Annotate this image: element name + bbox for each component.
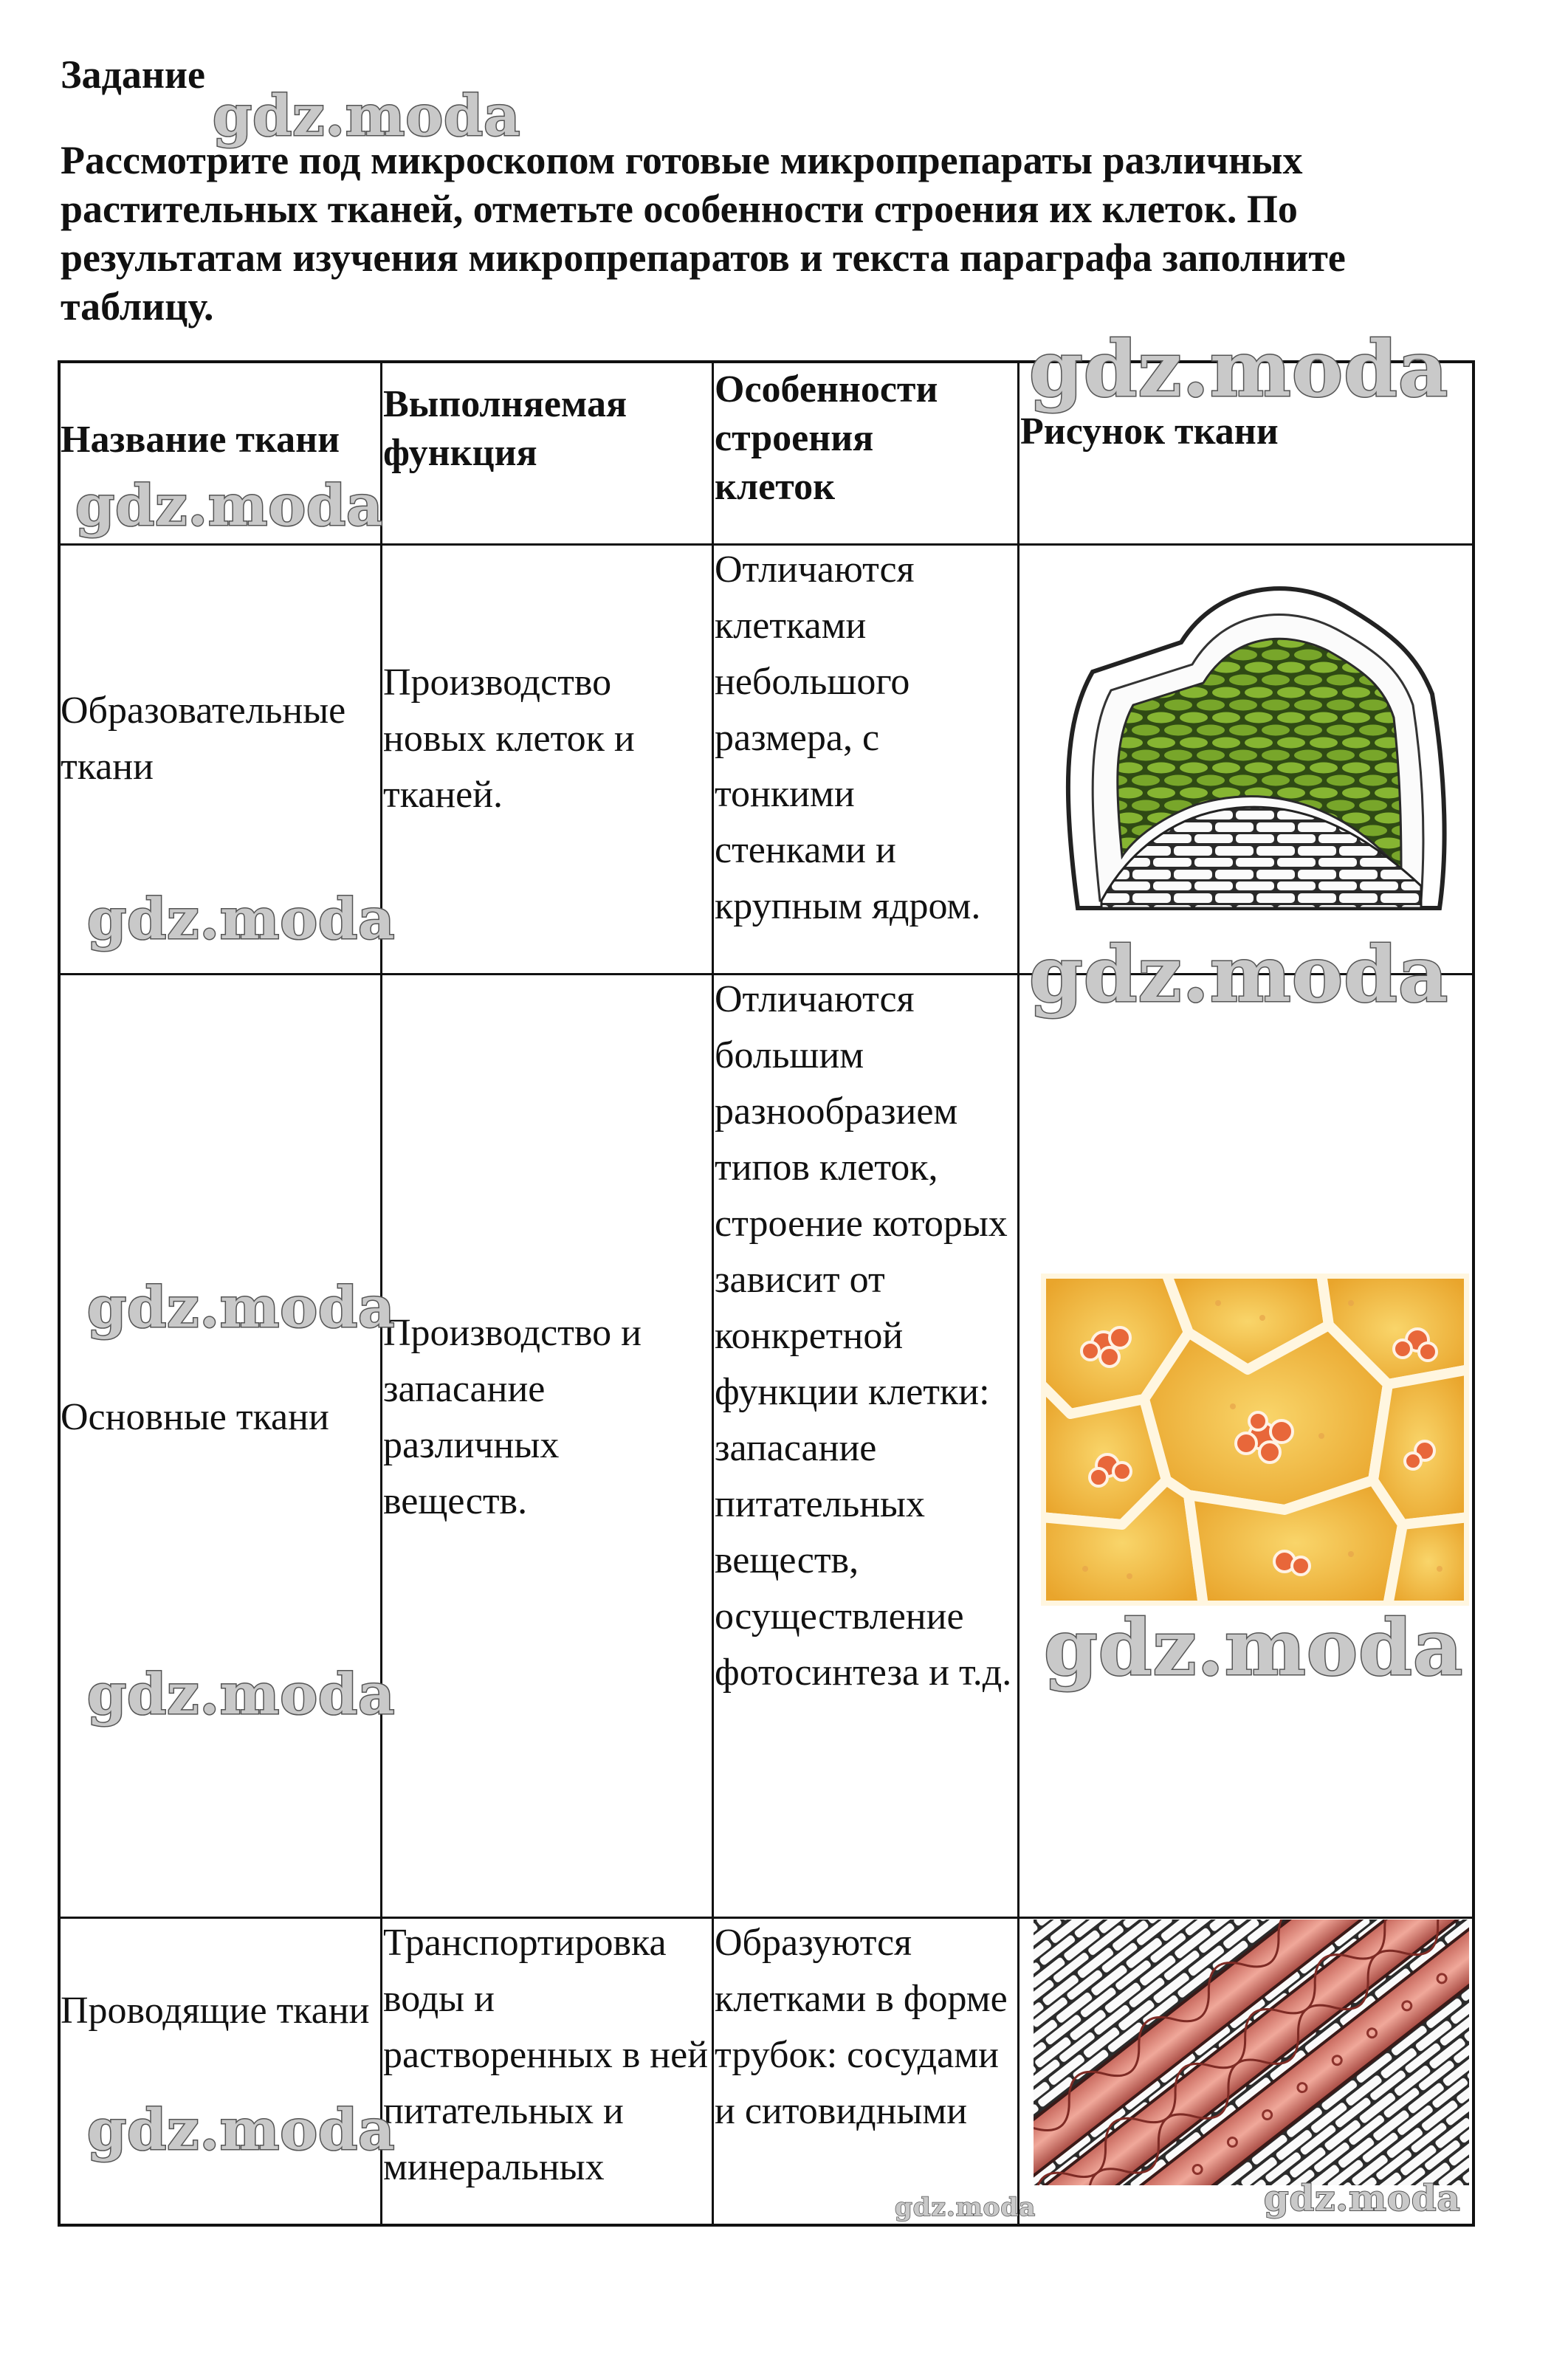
header-picture: Рисунок ткани: [1020, 410, 1279, 453]
vessel-tissue-image: [1034, 1920, 1469, 2185]
table-border-bottom: [58, 2224, 1475, 2227]
header-features: Особенности строения клеток: [715, 368, 938, 508]
header-name: Название ткани: [61, 419, 340, 461]
table-line-col3: [1017, 360, 1019, 2227]
watermark: gdz.moda: [1029, 323, 1449, 414]
watermark: gdz.moda: [1044, 1602, 1464, 1693]
row2-name: Основные ткани: [61, 1396, 329, 1438]
table-border-right: [1472, 360, 1475, 2227]
row1-features: Отличаются клетками небольшого размера, с тонкими стенками и крупным ядром.: [715, 549, 981, 927]
watermark: gdz.moda: [1029, 929, 1449, 1020]
watermark: gdz.moda: [1264, 2178, 1461, 2219]
watermark: gdz.moda: [87, 886, 396, 952]
watermark: gdz.moda: [895, 2193, 1036, 2222]
row2-function: Производство и запасание различных веществ.: [383, 1312, 642, 1522]
row3-function: Транспортировка воды и растворенных в ней питательных и минеральных: [383, 1922, 709, 2188]
row2-features: Отличаются большим разнообразием типов клеток, строение которых зависит от конкретной функции клетки: запасание питательных веществ, осуществление фотосинтеза и т.д.: [715, 978, 1012, 1694]
meristem-tissue-image: [1048, 561, 1462, 930]
parenchyma-tissue-image: [1041, 1274, 1469, 1606]
row1-name: Образовательные ткани: [61, 690, 346, 788]
row3-features: Образуются клетками в форме трубок: сосудами и ситовидными: [715, 1922, 1008, 2132]
watermark: gdz.moda: [213, 83, 521, 148]
table-border-left: [58, 360, 61, 2227]
watermark: gdz.moda: [87, 1661, 396, 1727]
row1-function: Производство новых клеток и тканей.: [383, 661, 635, 816]
watermark: gdz.moda: [87, 2097, 396, 2162]
task-text: Рассмотрите под микроскопом готовые микропрепараты различных растительных тканей, отметьте особенности строения их клеток. По результатам изучения микропрепаратов и текста параграфа заполните таблицу.: [61, 138, 1346, 329]
row3-name: Проводящие ткани: [61, 1990, 370, 2032]
table-line-col2: [712, 360, 714, 2227]
watermark: gdz.moda: [87, 1274, 396, 1340]
watermark: gdz.moda: [75, 472, 384, 538]
header-function: Выполняемая функция: [383, 383, 627, 474]
page-title: Задание: [61, 52, 206, 97]
